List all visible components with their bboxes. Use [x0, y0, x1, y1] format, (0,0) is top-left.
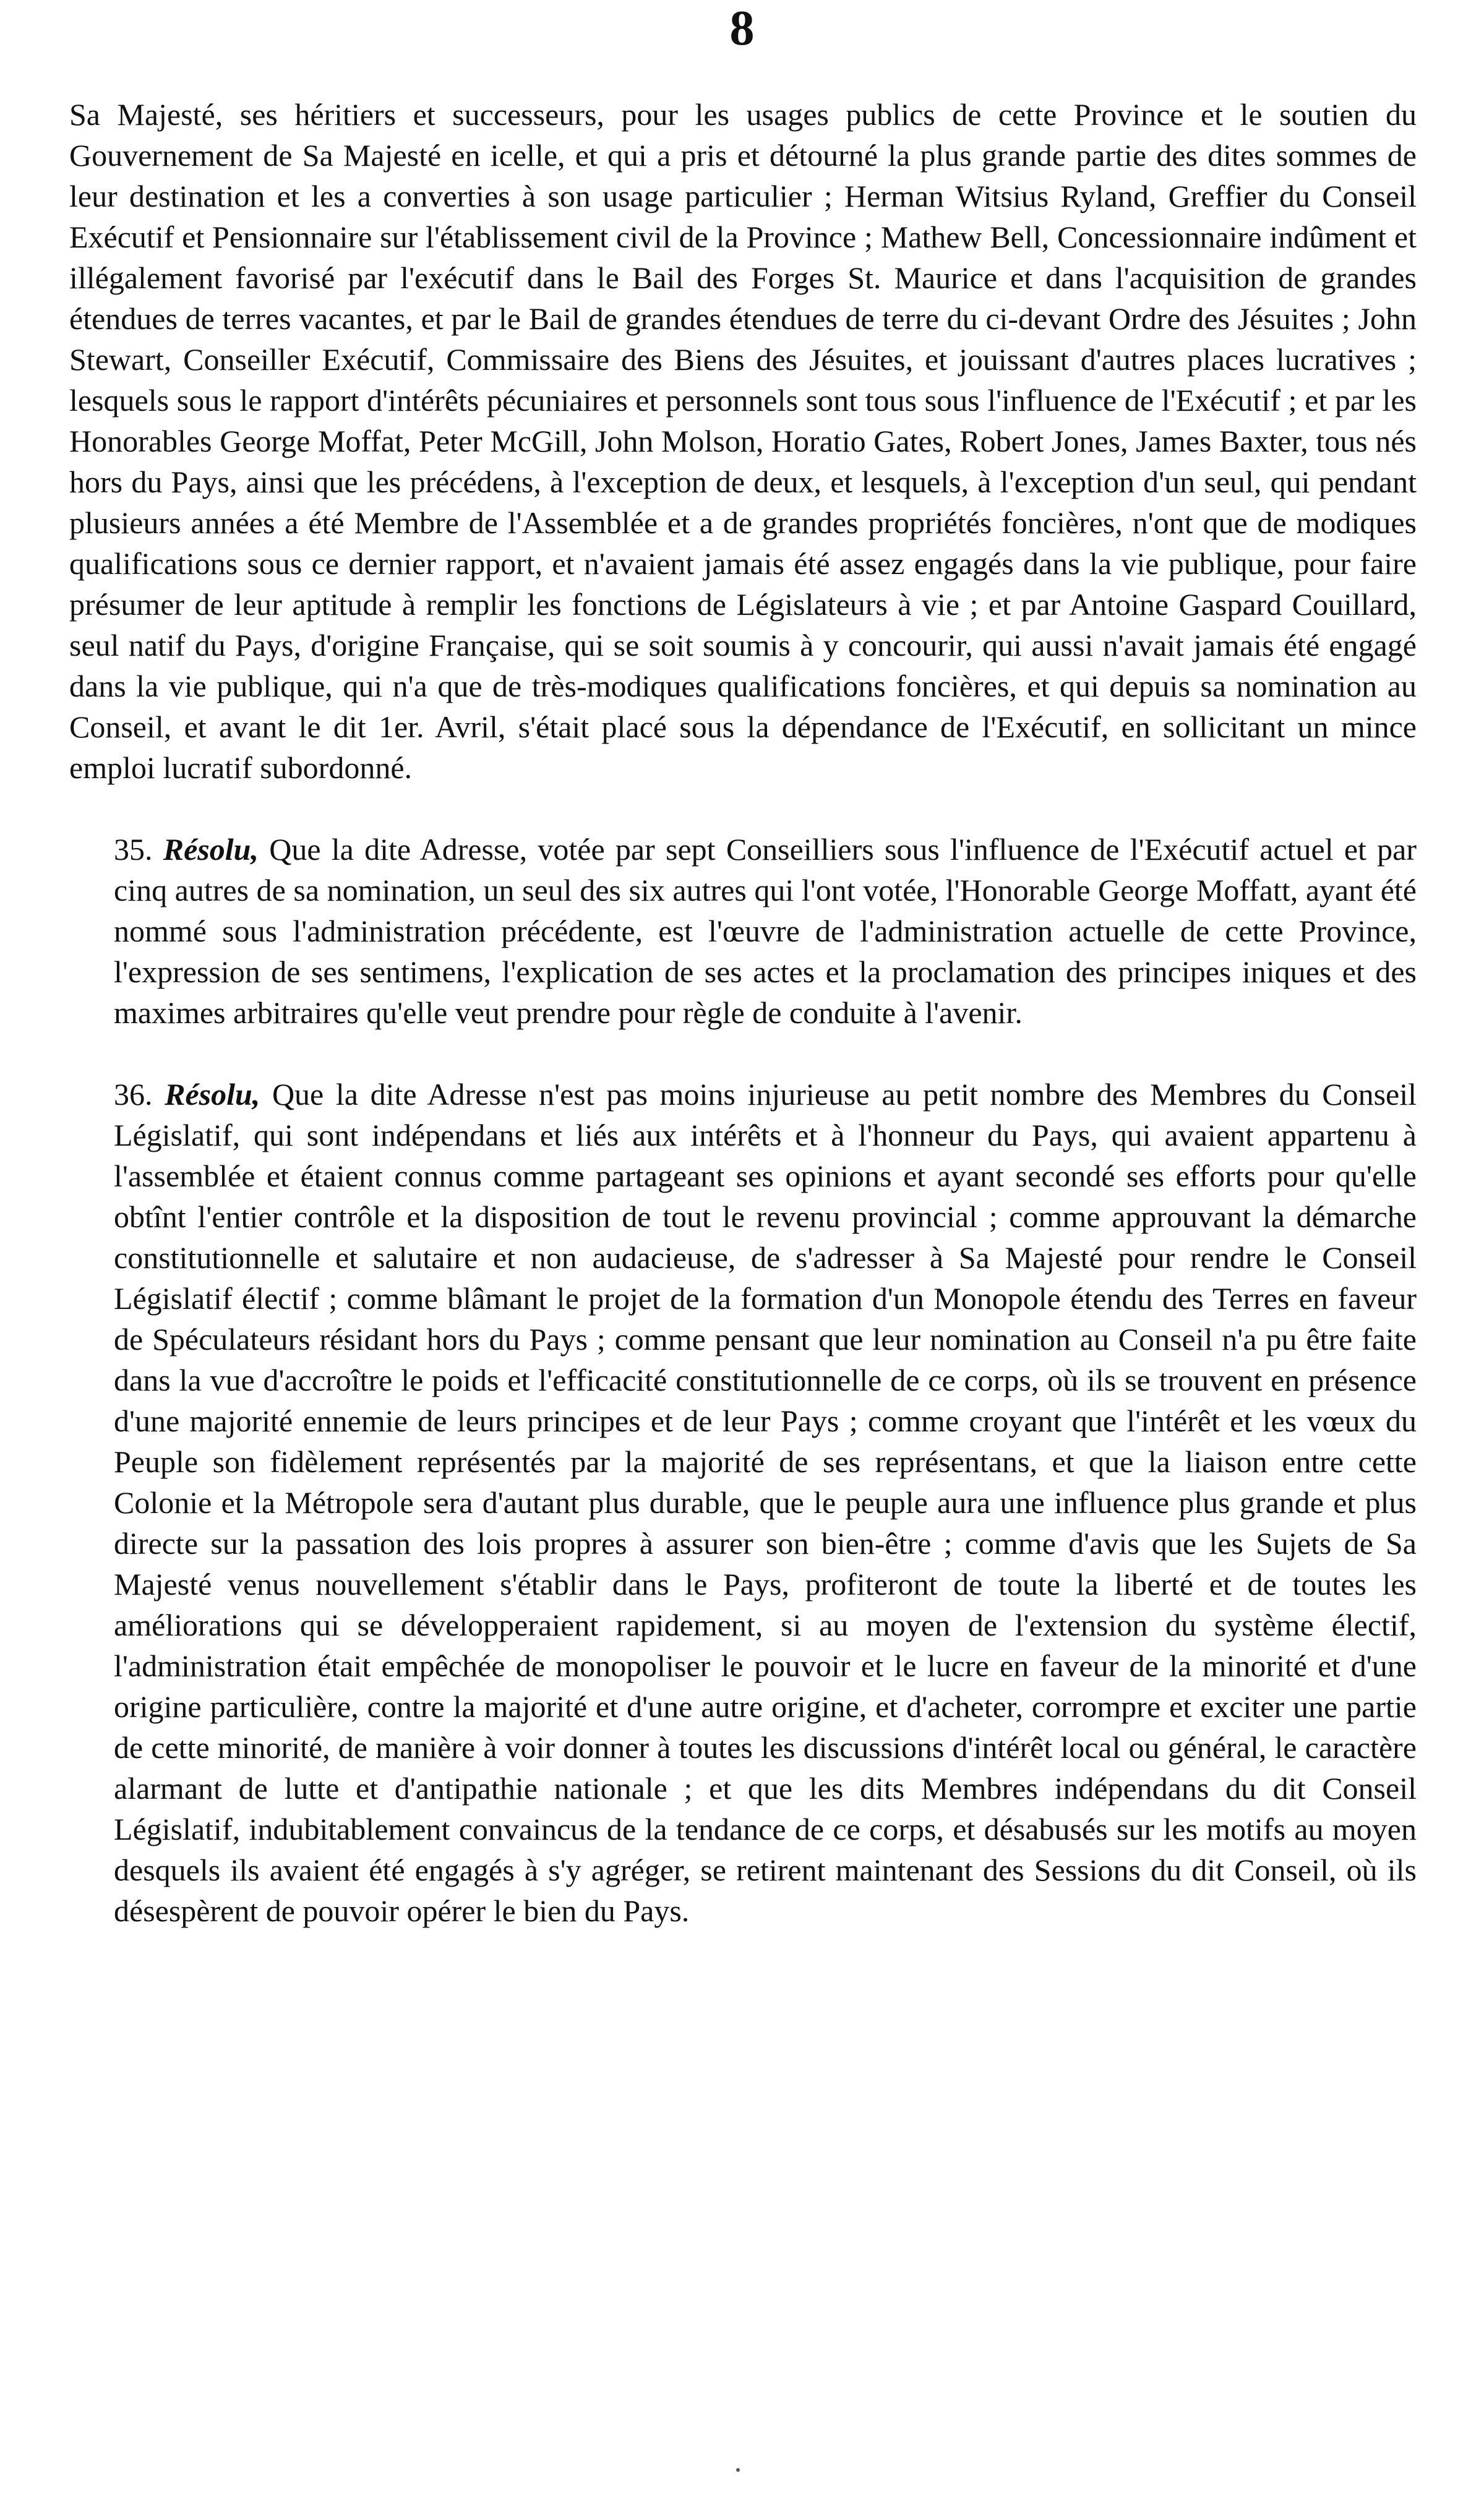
- resolution-label: Résolu,: [163, 832, 259, 867]
- resolution-text: Que la dite Adresse, votée par sept Conseilliers sous l'influence de l'Exécutif actuel et par cinq autres de sa nomination, un seul des six autres qui l'ont votée, l'Honorable George Moffatt, ayant été nommé sous l'administration précédente, est l'œuvre de l'administration actuelle de cette Province, l'expression de ses sentimens, l'explication de ses actes et la proclamation des principes iniques et des maximes arbitraires qu'elle veut prendre pour règle de conduite à l'avenir.: [114, 832, 1417, 1030]
- document-body: [69, 94, 1417, 1931]
- page-number: 8: [729, 1, 755, 56]
- resolution-number: 35.: [114, 832, 153, 867]
- paragraph-continuation: [69, 94, 1417, 788]
- resolution-label: Résolu,: [165, 1077, 260, 1112]
- resolution-35: [69, 829, 1417, 1033]
- resolution-text: Que la dite Adresse n'est pas moins injurieuse au petit nombre des Membres du Conseil Législatif, qui sont indépendans et liés aux intérêts et à l'honneur du Pays, qui avaient appartenu à l'assemblée et étaient connus comme partageant ses opinions et ayant secondé ses efforts pour qu'elle obtînt l'entier contrôle et la disposition de tout le revenu provincial ; comme approuvant la démarche constitutionnelle et salutaire et non audacieuse, de s'adresser à Sa Majesté pour rendre le Conseil Législatif électif ; comme blâmant le projet de la formation d'un Monopole étendu des Terres en faveur de Spéculateurs résidant hors du Pays ; comme pensant que leur nomination au Conseil n'a pu être faite dans la vue d'accroître le poids et l'efficacité constitutionnelle de ce corps, où ils se trouvent en présence d'une majorité ennemie de leurs principes et de leur Pays ; comme croyant que l'intérêt et les vœux du Peuple son fidèlement représentés par la majorité de ses représentans, et que la liaison entre cette Colonie et la Métropole sera d'autant plus durable, que le peuple aura une influence plus grande et plus directe sur la passation des lois propres à assurer son bien-être ; comme d'avis que les Sujets de Sa Majesté venus nouvellement s'établir dans le Pays, profiteront de toute la liberté et de toutes les améliorations qui se développeraient rapidement, si au moyen de l'extension du système électif, l'administration était empêchée de monopoliser le pouvoir et le lucre en faveur de la minorité et d'une origine particulière, contre la majorité et d'une autre origine, et d'acheter, corrompre et exciter une partie de cette minorité, de manière à voir donner à toutes les discussions d'intérêt local ou général, le caractère alarmant de lutte et d'antipathie nationale ; et que les dits Membres indépendans du dit Conseil Législatif, indubitablement convaincus de la tendance de ce corps, et désabusés sur les motifs au moyen desquels ils avaient été engagés à s'y agréger, se retirent maintenant des Sessions du dit Conseil, où ils désespèrent de pouvoir opérer le bien du Pays.: [114, 1077, 1417, 1928]
- footer-dot: [736, 2468, 740, 2472]
- paragraph-text: Sa Majesté, ses héritiers et successeurs, pour les usages publics de cette Province et le soutien du Gouvernement de Sa Majesté en icelle, et qui a pris et détourné la plus grande partie des dites sommes de leur destination et les a converties à son usage particulier ; Herman Witsius Ryland, Greffier du Conseil Exécutif et Pensionnaire sur l'établissement civil de la Province ; Mathew Bell, Concessionnaire indûment et illégalement favorisé par l'exécutif dans le Bail des Forges St. Maurice et dans l'acquisition de grandes étendues de terres vacantes, et par le Bail de grandes étendues de terre du ci-devant Ordre des Jésuites ; John Stewart, Conseiller Exécutif, Commissaire des Biens des Jésuites, et jouissant d'autres places lucratives ; lesquels sous le rapport d'intérêts pécuniaires et personnels sont tous sous l'influence de l'Exécutif ; et par les Honorables George Moffat, Peter McGill, John Molson, Horatio Gates, Robert Jones, James Baxter, tous nés hors du Pays, ainsi que les précédens, à l'exception de deux, et lesquels, à l'exception d'un seul, qui pendant plusieurs années a été Membre de l'Assemblée et a de grandes propriétés foncières, n'ont que de modiques qualifications sous ce dernier rapport, et n'avaient jamais été assez engagés dans la vie publique, pour faire présumer de leur aptitude à remplir les fonctions de Législateurs à vie ; et par Antoine Gaspard Couillard, seul natif du Pays, d'origine Française, qui se soit soumis à y concourir, qui aussi n'avait jamais été engagé dans la vie publique, qui n'a que de très-modiques qualifications foncières, et qui depuis sa nomination au Conseil, et avant le dit 1er. Avril, s'était placé sous la dépendance de l'Exécutif, en sollicitant un mince emploi lucratif subordonné.: [69, 97, 1417, 785]
- resolution-36: [69, 1074, 1417, 1931]
- resolution-number: 36.: [114, 1077, 153, 1112]
